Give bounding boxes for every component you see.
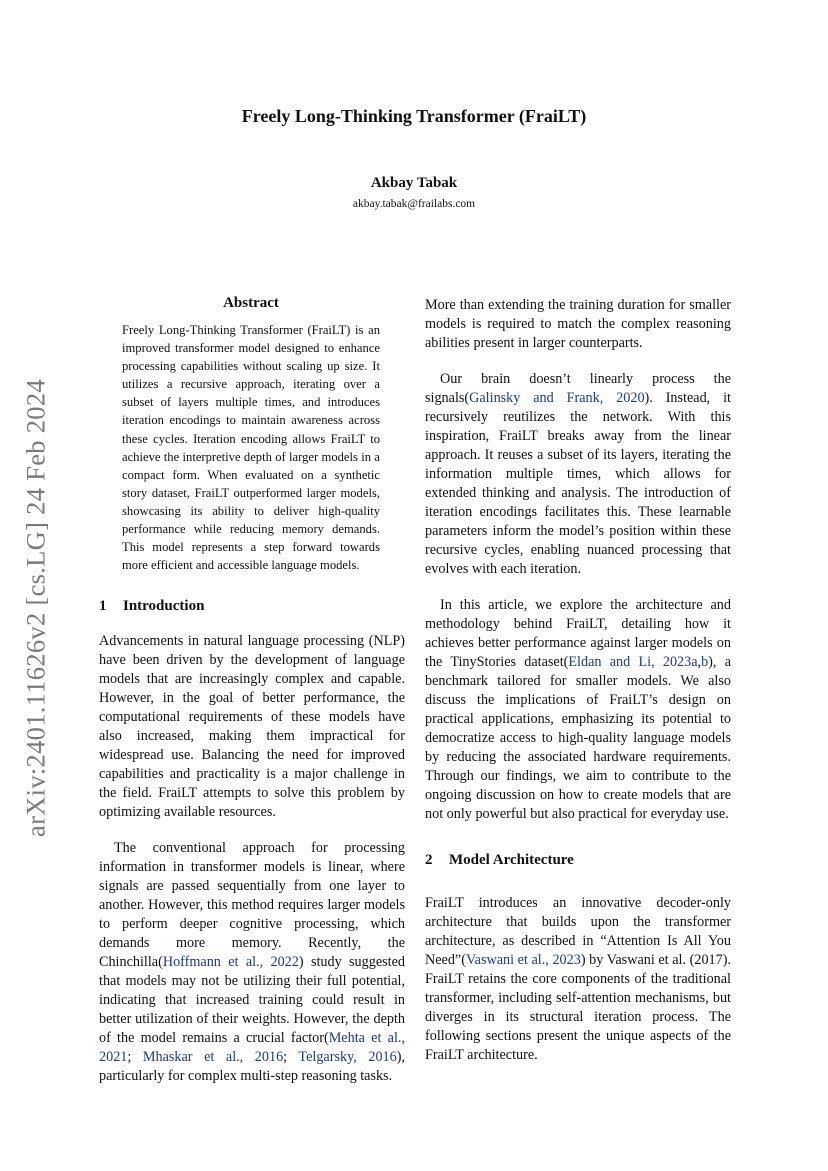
author-name: Akbay Tabak <box>370 175 458 191</box>
citation-link[interactable]: Telgarsky, 2016 <box>298 1049 397 1065</box>
citation-link[interactable]: Mehta et al., 2021 <box>99 1030 405 1065</box>
citation-link[interactable]: Hoffmann et al., 2022 <box>162 954 299 970</box>
citation-link[interactable]: Mhaskar et al., 2016 <box>142 1049 284 1065</box>
section-heading-model-architecture <box>425 850 731 870</box>
section-title: Model Architecture <box>449 852 574 868</box>
abstract-text: Freely Long-Thinking Transformer (FraiLT) is an improved transformer model designed to enhance processing capabilities without scaling up size. It utilizes a recursive approach, iterating over a subset of layers multiple times, and introduces iteration encodings to maintain awareness across these cycles. Iteration encoding allows FraiLT to achieve the interpretive depth of larger models in a compact form. When evaluated on a synthetic story dataset, FraiLT outperformed larger models, showcasing its ability to deliver high-quality performance while reducing memory demands. This model represents a step forward towards more efficient and accessible language models. <box>122 323 380 573</box>
intro-paragraph-3: More than extending the training duration for smaller models is required to match the complex reasoning abilities present in larger counterparts. <box>425 297 731 351</box>
arxiv-identifier: arXiv:2401.11626v2 [cs.LG] 24 Feb 2024 <box>20 378 51 837</box>
intro-paragraph-2: The conventional approach for processing information in transformer models is linear, where signals are passed sequentially from one layer to another. However, this method requires larger models to perform deeper cognitive processing, which demands more memory. Recently, the Chinchilla(Hoffmann et al., 2022) study suggested that models may not be utilizing their full potential, indicating that increased training could result in better utilization of their weights. However, the depth of the model remains a crucial factor(Mehta et al., 2021; Mhaskar et al., 2016; Telgarsky, 2016), particularly for complex multi-step reasoning tasks. <box>99 840 406 1084</box>
section-heading-introduction <box>99 596 405 616</box>
left-column <box>99 596 405 1086</box>
citation-link[interactable]: Vaswani et al., 2023 <box>465 952 581 968</box>
intro-paragraph-4: Our brain doesn’t linearly process the signals(Galinsky and Frank, 2020). Instead, it recursively reutilizes the network. With this inspiration, FraiLT breaks away from the linear approach. It reuses a subset of its layers, iterating the information multiple times, which allows for extended thinking and analysis. The introduction of iteration encodings facilitates this. These learnable parameters inform the model’s position within these recursive cycles, enabling nuanced processing that evolves with each iteration. <box>425 371 731 577</box>
model-paragraph-1: FraiLT introduces an innovative decoder-only architecture that builds upon the transformer architecture, as described in “Attention Is All You Need”(Vaswani et al., 2023) by Vaswani et al. (2017). FraiLT retains the core components of the traditional transformer, including self-attention mechanisms, but diverges in its structural iteration process. The following sections present the unique aspects of the FraiLT architecture. <box>425 895 732 1063</box>
section-number: 2 <box>425 852 433 868</box>
paper-title: Freely Long-Thinking Transformer (FraiLT) <box>241 106 587 126</box>
arxiv-sidebar <box>14 365 58 850</box>
abstract-section <box>122 295 380 574</box>
author-email: akbay.tabak@frailabs.com <box>352 198 476 210</box>
citation-link[interactable]: Galinsky and Frank, 2020 <box>469 390 645 406</box>
right-column <box>425 296 731 1065</box>
intro-paragraph-5: In this article, we explore the architecture and methodology behind FraiLT, detailing how it achieves better performance against larger models on the TinyStories dataset(Eldan and Li, 2023a,b), a benchmark tailored for smaller models. We also discuss the implications of FraiLT’s design on practical applications, emphasizing its potential to democratize access to high-quality language models by reducing the associated hardware requirements. Through our findings, we aim to contribute to the ongoing discussion on how to create models that are not only powerful but also practical for everyday use. <box>425 597 731 822</box>
citation-link[interactable]: Eldan and Li, 2023a <box>568 654 698 670</box>
section-number: 1 <box>99 598 107 614</box>
section-title: Introduction <box>123 598 205 614</box>
intro-paragraph-1: Advancements in natural language processing (NLP) have been driven by the development of language models that are increasingly complex and capable. However, in the goal of better performance, the computational requirements of these models have also increased, making them impractical for widespread use. Balancing the need for improved capabilities and practicality is a major challenge in the field. FraiLT attempts to solve this problem by optimizing available resources. <box>99 633 405 820</box>
abstract-heading: Abstract <box>223 295 279 311</box>
citation-link[interactable]: b <box>701 654 709 670</box>
